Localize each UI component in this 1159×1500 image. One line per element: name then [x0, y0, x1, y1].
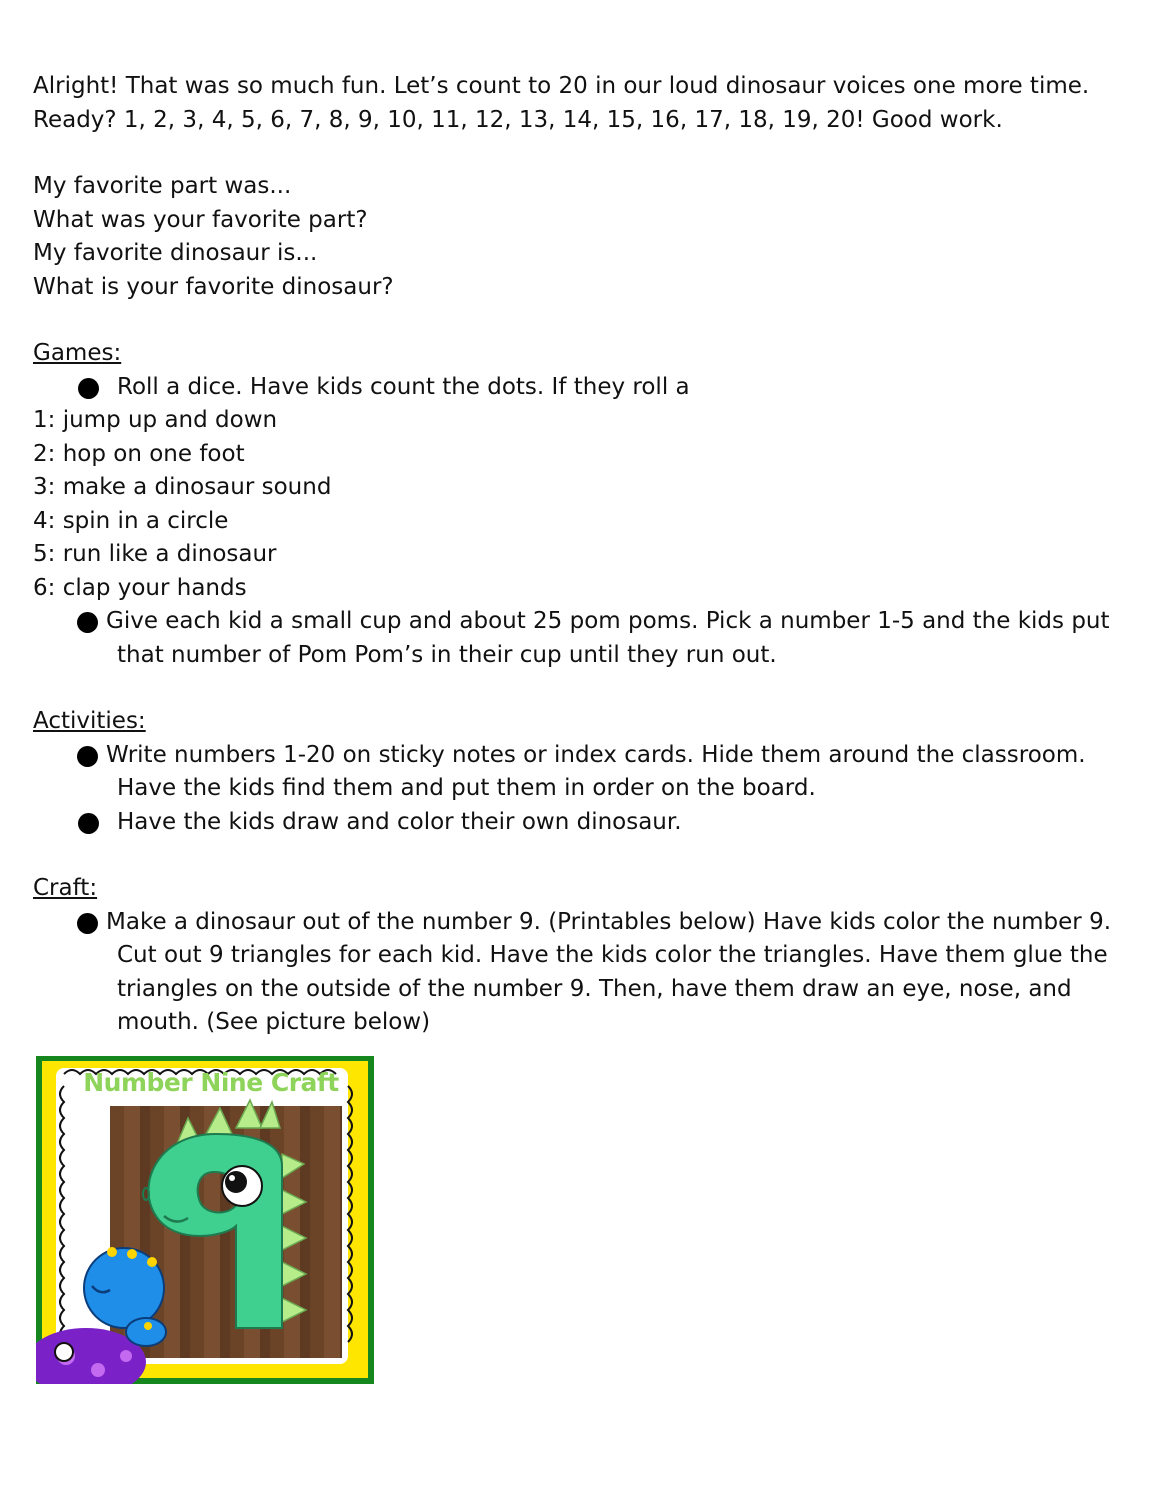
sticky-notes-bullet [33, 739, 1123, 806]
scallop-border-left [60, 1086, 64, 1342]
image-title: Number Nine Craft [83, 1068, 339, 1097]
craft-line-2: Cut out 9 triangles for each kid. Have the kids color the triangles. Have them glue the [117, 942, 1108, 968]
favorite-line: What was your favorite part? [33, 206, 368, 233]
favorite-line: What is your favorite dinosaur? [33, 273, 394, 300]
scallop-border-right [348, 1086, 352, 1342]
bullet-icon [77, 746, 98, 767]
number-nine-dinosaur [143, 1100, 306, 1328]
draw-dinosaur-bullet [33, 806, 1123, 840]
dice-list-item: 3: make a dinosaur sound [33, 474, 332, 500]
dice-list-item: 1: jump up and down [33, 407, 278, 433]
favorite-line: My favorite part was... [33, 173, 292, 199]
bullet-icon [77, 612, 98, 633]
pompom-game-bullet [33, 605, 1123, 672]
dice-list-item: 2: hop on one foot [33, 440, 245, 467]
pompom-text-line-2: that number of Pom Pom’s in their cup until they run out. [117, 641, 777, 668]
activities-heading: Activities: [33, 708, 146, 734]
bullet-icon [78, 813, 99, 834]
games-heading: Games: [33, 340, 122, 366]
craft-line-1: Make a dinosaur out of the number 9. (Printables below) Have kids color the number 9. [106, 908, 1112, 935]
dice-list-item: 5: run like a dinosaur [33, 541, 277, 567]
sticky-notes-line-2: Have the kids find them and put them in order on the board. [117, 775, 816, 801]
craft-line-4: mouth. (See picture below) [117, 1009, 431, 1035]
intro-line-2: Ready? 1, 2, 3, 4, 5, 6, 7, 8, 9, 10, 11, 12, 13, 14, 15, 16, 17, 18, 19, 20! Good work. [33, 106, 1003, 133]
craft-heading: Craft: [33, 875, 98, 901]
bullet-icon [77, 913, 98, 934]
document-body [33, 70, 1123, 1040]
dice-game-bullet [33, 371, 1123, 405]
favorite-line: My favorite dinosaur is... [33, 240, 318, 266]
pompom-text-line-1: Give each kid a small cup and about 25 pom poms. Pick a number 1-5 and the kids put [106, 608, 1110, 634]
intro-line-1: Alright! That was so much fun. Let’s count to 20 in our loud dinosaur voices one more time. [33, 73, 1090, 99]
blue-dinosaur-character [36, 1247, 166, 1384]
dice-list-item: 6: clap your hands [33, 574, 247, 601]
dice-list-item: 4: spin in a circle [33, 507, 229, 534]
number-nine-craft-image [36, 1056, 374, 1384]
dice-game-text: Roll a dice. Have kids count the dots. If they roll a [117, 373, 690, 400]
craft-bullet [33, 906, 1123, 1040]
craft-line-3: triangles on the outside of the number 9. Then, have them draw an eye, nose, and [117, 975, 1072, 1002]
draw-dinosaur-text: Have the kids draw and color their own dinosaur. [117, 808, 682, 835]
sticky-notes-line-1: Write numbers 1-20 on sticky notes or index cards. Hide them around the classroom. [106, 741, 1086, 768]
bullet-icon [78, 378, 99, 399]
craft-illustration [36, 1056, 374, 1384]
